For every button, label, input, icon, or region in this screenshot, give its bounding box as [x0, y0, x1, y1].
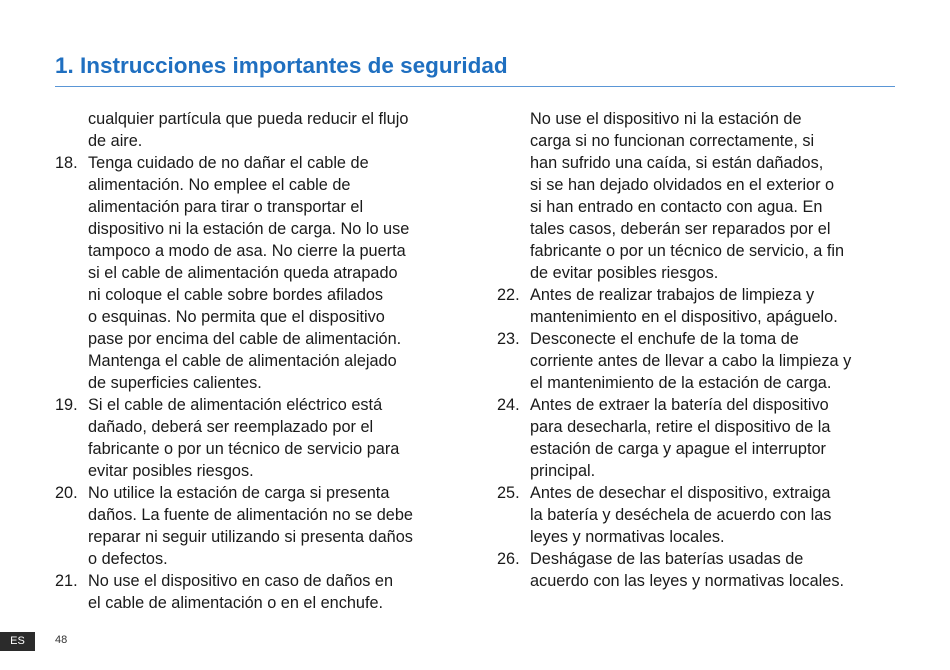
item-text-line: principal.	[530, 462, 596, 480]
list-item	[55, 394, 475, 416]
list-item	[497, 482, 897, 504]
item-text-line: daños. La fuente de alimentación no se debe	[88, 506, 413, 524]
item-text-line: No use el dispositivo en caso de daños en	[88, 572, 394, 590]
item-text-line: el cable de alimentación o en el enchufe.	[88, 594, 384, 612]
continuation-line: si han entrado en contacto con agua. En	[530, 198, 823, 216]
item-text-line: si el cable de alimentación queda atrapado	[88, 264, 398, 282]
item-text-line: la batería y deséchela de acuerdo con las	[530, 506, 832, 524]
continuation-line: cualquier partícula que pueda reducir el flujo	[88, 110, 409, 128]
list-item	[497, 548, 897, 570]
item-text-line: leyes y normativas locales.	[530, 528, 725, 546]
item-text-line: corriente antes de llevar a cabo la limpieza y	[530, 352, 852, 370]
item-number: 26.	[497, 550, 520, 568]
item-text-line: acuerdo con las leyes y normativas locales.	[530, 572, 845, 590]
list-item	[55, 482, 475, 504]
item-text-line: reparar ni seguir utilizando si presenta daños	[88, 528, 413, 546]
item-text-line: de superficies calientes.	[88, 374, 262, 392]
item-number: 21.	[55, 572, 78, 590]
item-text-line: o esquinas. No permita que el dispositivo	[88, 308, 385, 326]
continuation-line: carga si no funcionan correctamente, si	[530, 132, 815, 150]
item-text-line: No utilice la estación de carga si presenta	[88, 484, 390, 502]
list-item	[497, 328, 897, 350]
list-item	[55, 152, 475, 174]
continuation-line: de evitar posibles riesgos.	[530, 264, 719, 282]
list-item	[497, 284, 897, 306]
item-text-line: Antes de desechar el dispositivo, extraiga	[530, 484, 831, 502]
item-number: 25.	[497, 484, 520, 502]
item-number: 24.	[497, 396, 520, 414]
item-text-line: evitar posibles riesgos.	[88, 462, 254, 480]
item-text-line: mantenimiento en el dispositivo, apáguelo.	[530, 308, 838, 326]
title-divider	[55, 86, 895, 87]
item-text-line: para desecharla, retire el dispositivo de la	[530, 418, 831, 436]
right-column	[497, 108, 897, 592]
list-item	[55, 570, 475, 592]
item-text-line: ni coloque el cable sobre bordes afilados	[88, 286, 384, 304]
continuation-line: si se han dejado olvidados en el exterior o	[530, 176, 835, 194]
item-text-line: Antes de realizar trabajos de limpieza y	[530, 286, 815, 304]
item-text-line: o defectos.	[88, 550, 168, 568]
item-number: 18.	[55, 154, 78, 172]
continuation-line: han sufrido una caída, si están dañados,	[530, 154, 824, 172]
item-text-line: Desconecte el enchufe de la toma de	[530, 330, 799, 348]
item-text-line: alimentación para tirar o transportar el	[88, 198, 364, 216]
item-text-line: Antes de extraer la batería del dispositivo	[530, 396, 829, 414]
item-text-line: el mantenimiento de la estación de carga.	[530, 374, 832, 392]
item-text-line: Deshágase de las baterías usadas de	[530, 550, 804, 568]
page-number: 48	[55, 634, 68, 646]
item-text-line: tampoco a modo de asa. No cierre la puerta	[88, 242, 406, 260]
continuation-line: No use el dispositivo ni la estación de	[530, 110, 802, 128]
item-text-line: Si el cable de alimentación eléctrico está	[88, 396, 383, 414]
continuation-line: fabricante o por un técnico de servicio, a fin	[530, 242, 845, 260]
item-text-line: Tenga cuidado de no dañar el cable de	[88, 154, 369, 172]
language-badge: ES	[0, 632, 35, 651]
continuation-line: de aire.	[88, 132, 143, 150]
item-number: 20.	[55, 484, 78, 502]
item-text-line: estación de carga y apague el interruptor	[530, 440, 826, 458]
item-number: 22.	[497, 286, 520, 304]
item-text-line: Mantenga el cable de alimentación alejado	[88, 352, 397, 370]
item-text-line: pase por encima del cable de alimentación.	[88, 330, 402, 348]
list-item	[497, 394, 897, 416]
item-text-line: dispositivo ni la estación de carga. No lo use	[88, 220, 410, 238]
page-title: 1. Instrucciones importantes de seguridad	[55, 53, 508, 78]
item-number: 23.	[497, 330, 520, 348]
continuation-line: tales casos, deberán ser reparados por el	[530, 220, 831, 238]
item-text-line: fabricante o por un técnico de servicio para	[88, 440, 400, 458]
item-text-line: dañado, deberá ser reemplazado por el	[88, 418, 374, 436]
item-text-line: alimentación. No emplee el cable de	[88, 176, 351, 194]
item-number: 19.	[55, 396, 78, 414]
left-column	[55, 108, 475, 614]
